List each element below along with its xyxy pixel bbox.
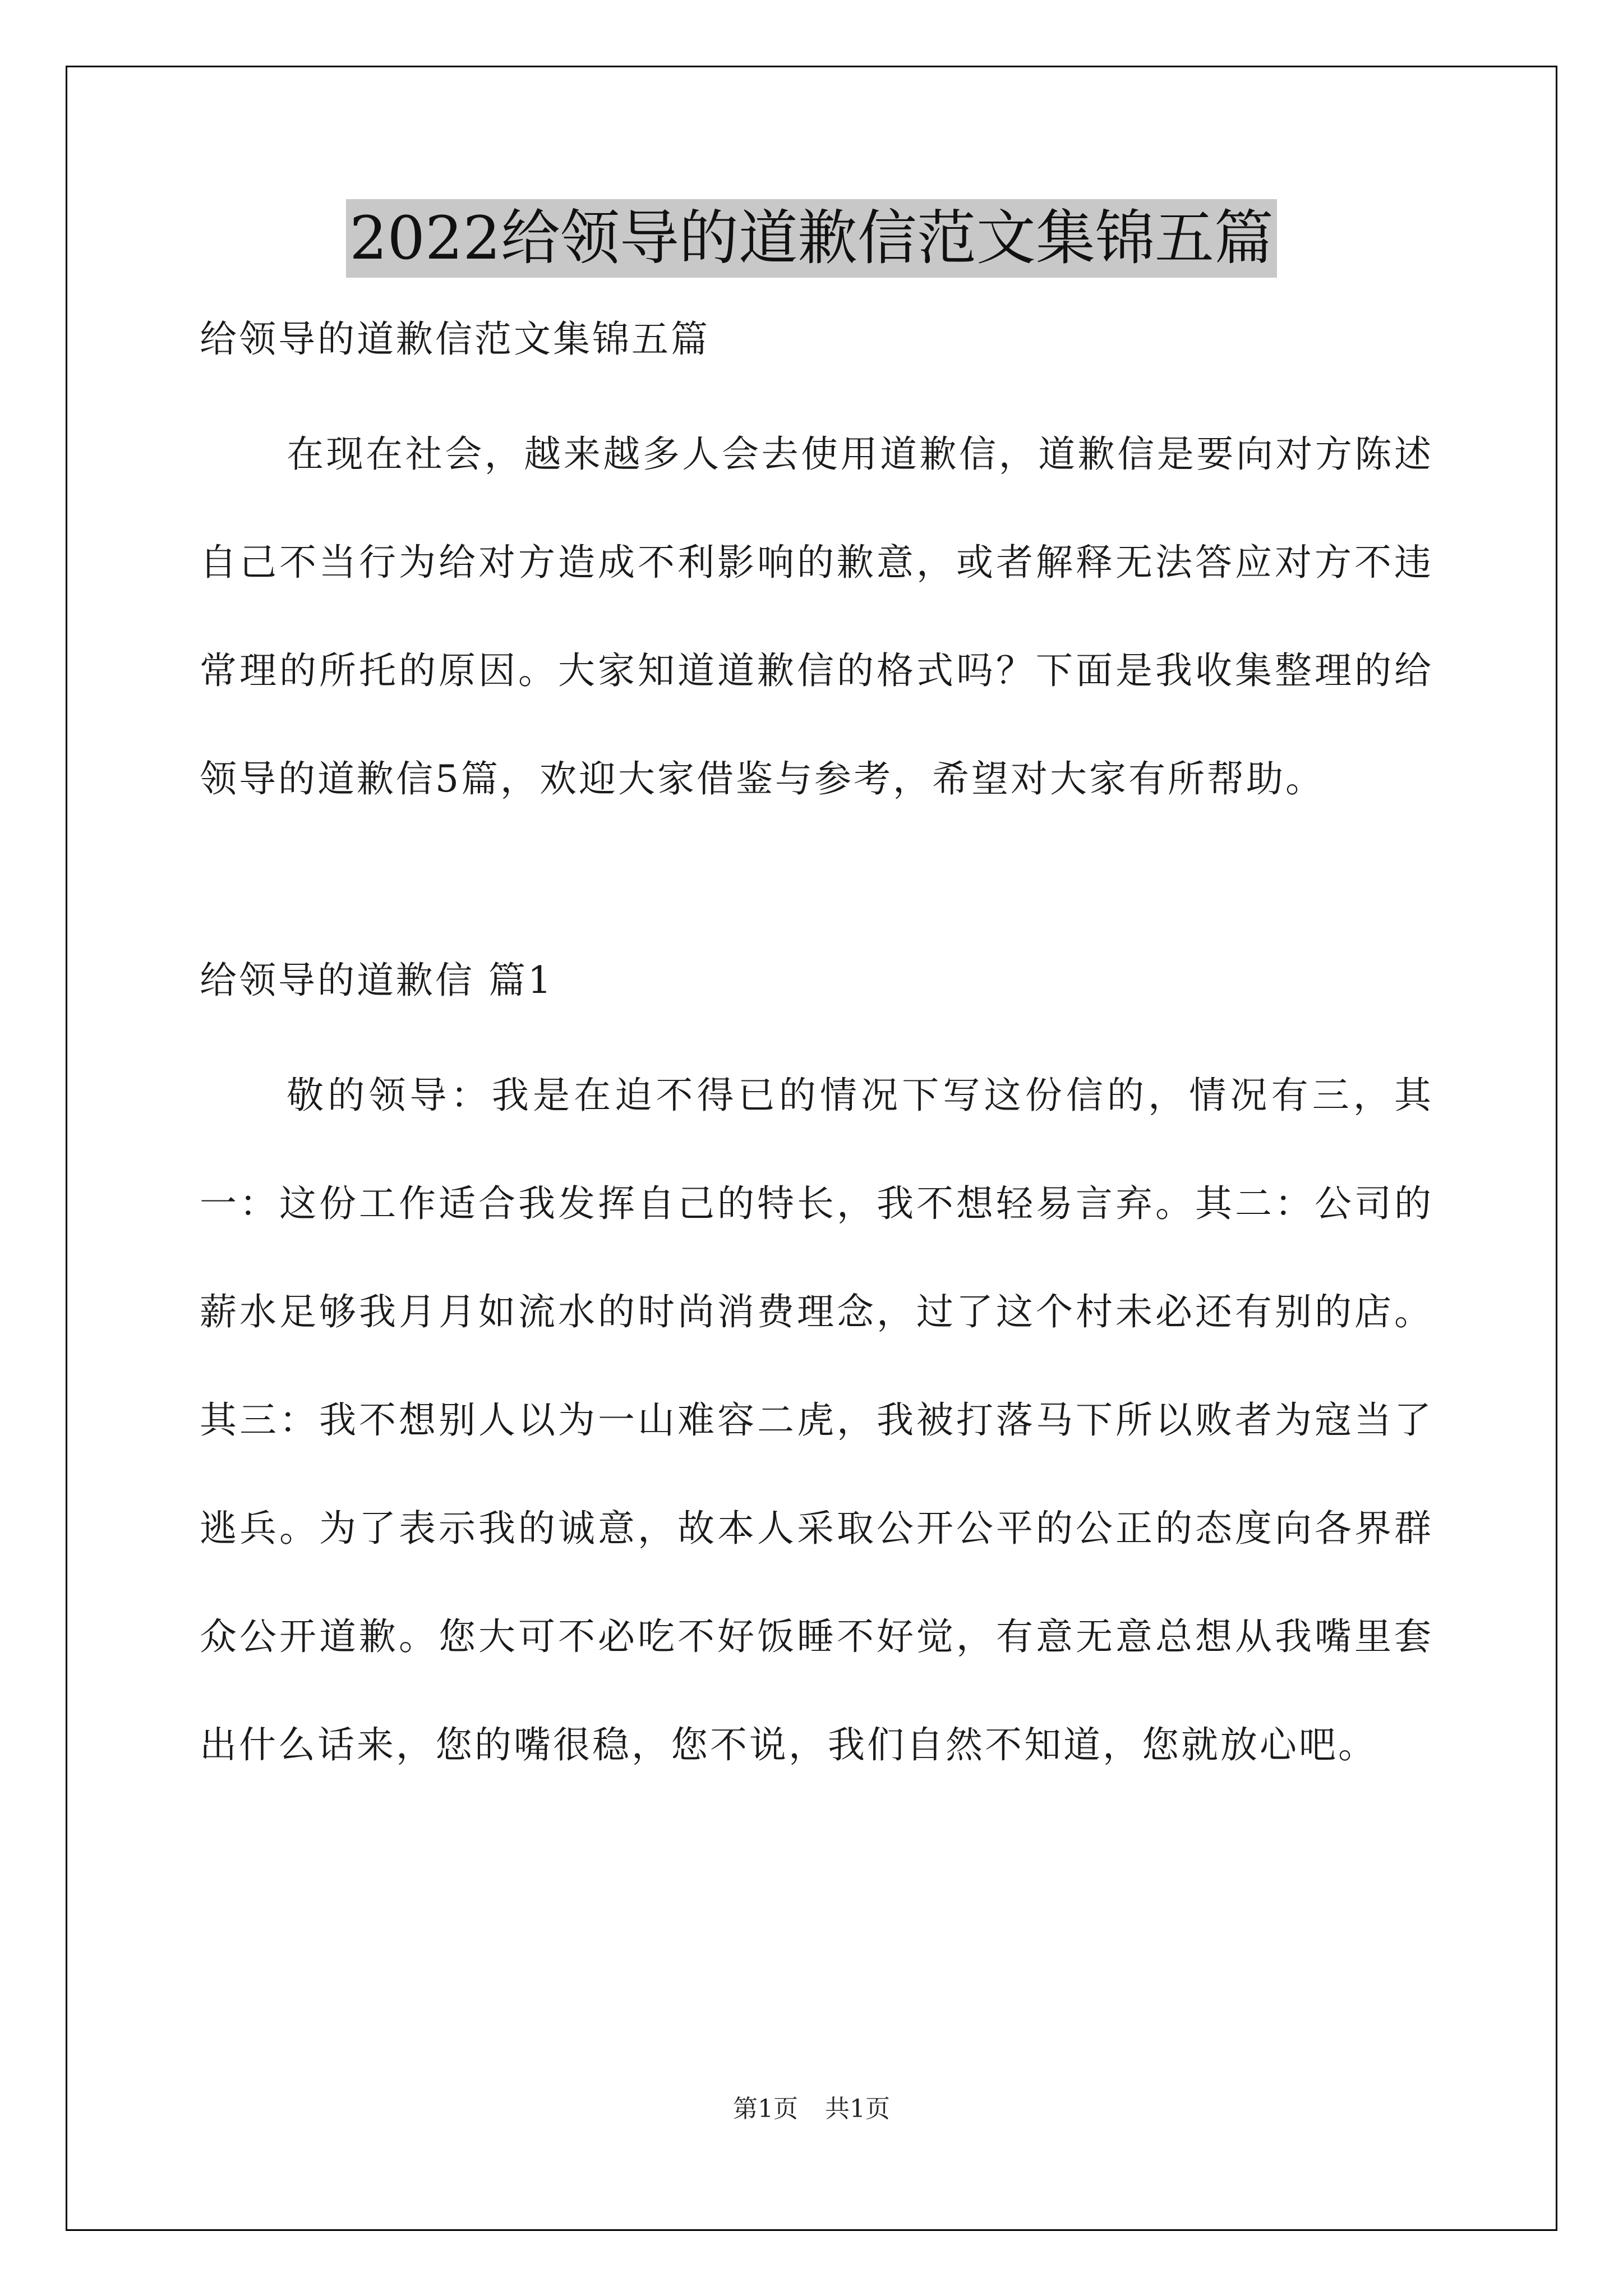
- title-container: [0, 199, 1623, 278]
- section-body-paragraph: 敬的领导：我是在迫不得已的情况下写这份信的，情况有三，其一：这份工作适合我发挥自己的特长，我不想轻易言弃。其二：公司的薪水足够我月月如流水的时尚消费理念，过了这个村未必还有别的店。其三：我不想别人以为一山难容二虎，我被打落马下所以败者为寇当了逃兵。为了表示我的诚意，故本人采取公开公平的公正的态度向各界群众公开道歉。您大可不必吃不好饭睡不好觉，有意无意总想从我嘴里套出什么话来，您的嘴很稳，您不说，我们自然不知道，您就放心吧。: [200, 1074, 1433, 1766]
- section-heading: 给领导的道歉信 篇1: [200, 959, 554, 1002]
- document-body: [200, 314, 1433, 1799]
- intro-paragraph: 在现在社会，越来越多人会去使用道歉信，道歉信是要向对方陈述自己不当行为给对方造成不利影响的歉意，或者解释无法答应对方不违常理的所托的原因。大家知道道歉信的格式吗？下面是我收集整理的给领导的道歉信5篇，欢迎大家借鉴与参考，希望对大家有所帮助。: [200, 432, 1433, 800]
- page-footer: [0, 2092, 1623, 2126]
- page-total: 共1页: [825, 2095, 890, 2123]
- document-title: 2022给领导的道歉信范文集锦五篇: [346, 199, 1277, 278]
- page-number: 第1页: [733, 2095, 798, 2123]
- document-subtitle: 给领导的道歉信范文集锦五篇: [200, 318, 710, 361]
